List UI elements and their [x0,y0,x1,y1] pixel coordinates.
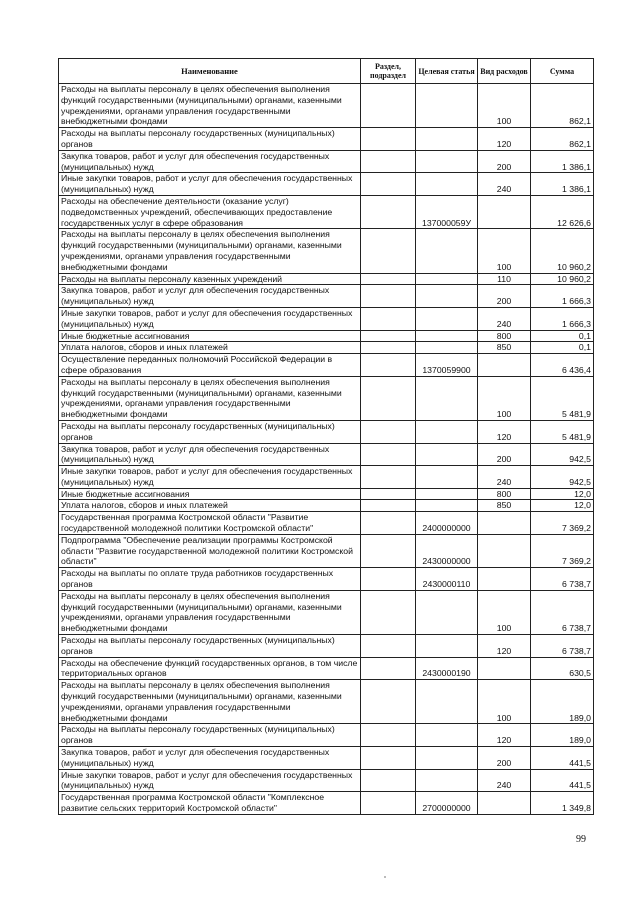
row-target: 2430000190 [416,657,478,680]
row-name: Расходы на выплаты персоналу государственных (муниципальных) органов [59,724,361,747]
table-row [59,354,594,377]
row-target [416,769,478,792]
row-amount: 1 349,8 [531,792,594,815]
row-amount: 6 738,7 [531,590,594,634]
row-name: Расходы на выплаты персоналу государственных (муниципальных) органов [59,128,361,151]
row-type: 100 [478,229,531,273]
row-section [361,657,416,680]
row-type: 200 [478,747,531,770]
row-amount: 942,5 [531,466,594,489]
row-section [361,488,416,500]
row-section [361,635,416,658]
row-amount: 189,0 [531,724,594,747]
row-target: 2700000000 [416,792,478,815]
row-name: Подпрограмма "Обеспечение реализации программы Костромской области "Развитие государственной молодежной политики Костромской области" [59,534,361,567]
row-section [361,590,416,634]
row-type [478,657,531,680]
row-section [361,195,416,228]
row-section [361,769,416,792]
header-type: Вид расходов [478,59,531,84]
row-target: 2430000000 [416,534,478,567]
row-type: 240 [478,307,531,330]
row-amount: 7 369,2 [531,512,594,535]
row-amount: 0,1 [531,342,594,354]
row-target [416,420,478,443]
row-name: Иные закупки товаров, работ и услуг для обеспечения государственных (муниципальных) нужд [59,173,361,196]
row-name: Закупка товаров, работ и услуг для обеспечения государственных (муниципальных) нужд [59,285,361,308]
row-amount: 5 481,9 [531,420,594,443]
row-amount: 1 386,1 [531,173,594,196]
row-amount: 862,1 [531,84,594,128]
row-name: Иные закупки товаров, работ и услуг для обеспечения государственных (муниципальных) нужд [59,769,361,792]
row-amount: 630,5 [531,657,594,680]
table-row [59,512,594,535]
row-name: Расходы на выплаты персоналу государственных (муниципальных) органов [59,635,361,658]
row-name: Государственная программа Костромской области "Комплексное развитие сельских территорий Костромской области" [59,792,361,815]
row-section [361,512,416,535]
row-amount: 6 436,4 [531,354,594,377]
row-type: 120 [478,420,531,443]
table-header-row [59,59,594,84]
row-section [361,307,416,330]
row-amount: 189,0 [531,680,594,724]
row-section [361,229,416,273]
row-target [416,330,478,342]
table-row [59,307,594,330]
table-row [59,285,594,308]
row-type: 120 [478,635,531,658]
row-name: Государственная программа Костромской области "Развитие государственной молодежной политики Костромской области" [59,512,361,535]
table-row [59,128,594,151]
row-type [478,792,531,815]
row-name: Иные закупки товаров, работ и услуг для обеспечения государственных (муниципальных) нужд [59,307,361,330]
page-number: 99 [576,834,586,845]
row-type: 200 [478,443,531,466]
row-section [361,724,416,747]
row-amount: 7 369,2 [531,534,594,567]
row-target [416,500,478,512]
row-type: 120 [478,128,531,151]
table-row [59,330,594,342]
row-name: Расходы на выплаты персоналу казенных учреждений [59,273,361,285]
table-row [59,792,594,815]
table-row [59,534,594,567]
table-row [59,568,594,591]
table-row [59,680,594,724]
row-amount: 5 481,9 [531,376,594,420]
row-name: Иные закупки товаров, работ и услуг для обеспечения государственных (муниципальных) нужд [59,466,361,489]
row-amount: 6 738,7 [531,568,594,591]
budget-page [58,58,593,815]
row-type: 240 [478,466,531,489]
budget-table [58,58,594,815]
table-row [59,84,594,128]
row-type [478,354,531,377]
row-type: 100 [478,680,531,724]
row-name: Осуществление переданных полномочий Российской Федерации в сфере образования [59,354,361,377]
row-type [478,534,531,567]
row-section [361,354,416,377]
row-type: 200 [478,150,531,173]
header-amount: Сумма [531,59,594,84]
row-target [416,724,478,747]
row-name: Расходы на выплаты по оплате труда работников государственных органов [59,568,361,591]
row-type: 100 [478,84,531,128]
row-type: 240 [478,769,531,792]
row-amount: 10 960,2 [531,273,594,285]
row-target [416,229,478,273]
row-target [416,590,478,634]
row-section [361,534,416,567]
row-amount: 1 386,1 [531,150,594,173]
row-section [361,792,416,815]
row-section [361,500,416,512]
table-row [59,420,594,443]
table-row [59,747,594,770]
row-type [478,195,531,228]
row-target [416,285,478,308]
row-section [361,568,416,591]
row-amount: 12,0 [531,500,594,512]
row-amount: 862,1 [531,128,594,151]
row-target: 2400000000 [416,512,478,535]
row-type: 200 [478,285,531,308]
row-section [361,376,416,420]
row-name: Расходы на выплаты персоналу в целях обеспечения выполнения функций государственными (муниципальными) органами, казенными учреждениями, органами управления государственными внебюджетными фондами [59,229,361,273]
row-name: Расходы на выплаты персоналу государственных (муниципальных) органов [59,420,361,443]
table-row [59,443,594,466]
row-type: 800 [478,330,531,342]
row-type [478,568,531,591]
row-type: 100 [478,376,531,420]
table-row [59,657,594,680]
row-section [361,128,416,151]
row-target [416,443,478,466]
row-section [361,330,416,342]
row-amount: 6 738,7 [531,635,594,658]
row-target [416,128,478,151]
row-section [361,680,416,724]
row-name: Расходы на выплаты персоналу в целях обеспечения выполнения функций государственными (муниципальными) органами, казенными учреждениями, органами управления государственными внебюджетными фондами [59,376,361,420]
table-row [59,500,594,512]
row-amount: 12 626,6 [531,195,594,228]
header-section: Раздел, подраздел [361,59,416,84]
row-type: 850 [478,500,531,512]
row-section [361,747,416,770]
row-amount: 942,5 [531,443,594,466]
row-amount: 1 666,3 [531,285,594,308]
row-section [361,173,416,196]
row-target [416,173,478,196]
row-name: Закупка товаров, работ и услуг для обеспечения государственных (муниципальных) нужд [59,443,361,466]
row-type: 110 [478,273,531,285]
row-name: Иные бюджетные ассигнования [59,330,361,342]
row-type: 240 [478,173,531,196]
table-row [59,466,594,489]
table-row [59,376,594,420]
table-row [59,150,594,173]
row-target [416,747,478,770]
row-amount: 441,5 [531,747,594,770]
row-type [478,512,531,535]
table-row [59,273,594,285]
row-name: Уплата налогов, сборов и иных платежей [59,500,361,512]
footer-mark [384,876,386,878]
row-target [416,307,478,330]
table-row [59,769,594,792]
row-type: 100 [478,590,531,634]
header-name: Наименование [59,59,361,84]
row-target: 137000059У [416,195,478,228]
table-row [59,195,594,228]
row-target: 2430000110 [416,568,478,591]
row-name: Расходы на выплаты персоналу в целях обеспечения выполнения функций государственными (муниципальными) органами, казенными учреждениями, органами управления государственными внебюджетными фондами [59,590,361,634]
row-target [416,84,478,128]
row-name: Иные бюджетные ассигнования [59,488,361,500]
row-name: Закупка товаров, работ и услуг для обеспечения государственных (муниципальных) нужд [59,747,361,770]
table-row [59,229,594,273]
table-row [59,635,594,658]
row-target [416,635,478,658]
row-section [361,420,416,443]
row-name: Расходы на обеспечение деятельности (оказание услуг) подведомственных учреждений, обеспечивающих предоставление государственных услуг в сфере образования [59,195,361,228]
row-section [361,273,416,285]
table-row [59,590,594,634]
row-target [416,273,478,285]
row-amount: 12,0 [531,488,594,500]
table-body [59,84,594,815]
row-type: 800 [478,488,531,500]
row-target [416,150,478,173]
row-amount: 441,5 [531,769,594,792]
table-row [59,173,594,196]
table-row [59,724,594,747]
row-name: Расходы на выплаты персоналу в целях обеспечения выполнения функций государственными (муниципальными) органами, казенными учреждениями, органами управления государственными внебюджетными фондами [59,84,361,128]
row-section [361,150,416,173]
row-target [416,680,478,724]
row-type: 850 [478,342,531,354]
row-target [416,488,478,500]
table-row [59,342,594,354]
row-target [416,376,478,420]
header-target: Целевая статья [416,59,478,84]
row-name: Расходы на обеспечение функций государственных органов, в том числе территориальных органов [59,657,361,680]
row-amount: 10 960,2 [531,229,594,273]
row-section [361,443,416,466]
row-name: Расходы на выплаты персоналу в целях обеспечения выполнения функций государственными (муниципальными) органами, казенными учреждениями, органами управления государственными внебюджетными фондами [59,680,361,724]
table-row [59,488,594,500]
row-amount: 1 666,3 [531,307,594,330]
row-amount: 0,1 [531,330,594,342]
row-name: Уплата налогов, сборов и иных платежей [59,342,361,354]
row-section [361,342,416,354]
row-section [361,285,416,308]
row-section [361,466,416,489]
row-section [361,84,416,128]
row-name: Закупка товаров, работ и услуг для обеспечения государственных (муниципальных) нужд [59,150,361,173]
row-type: 120 [478,724,531,747]
row-target [416,466,478,489]
row-target: 1370059900 [416,354,478,377]
row-target [416,342,478,354]
